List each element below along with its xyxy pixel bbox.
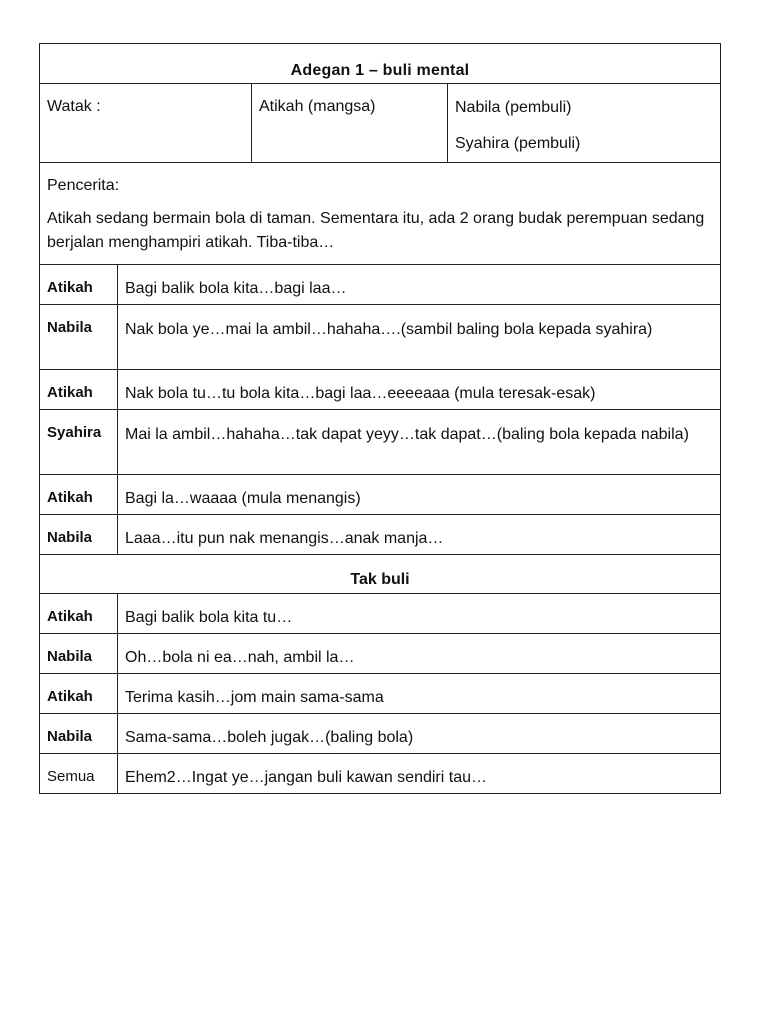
speaker-name: Nabila: [40, 515, 118, 554]
dialogue-text: Sama-sama…boleh jugak…(baling bola): [125, 729, 414, 746]
speaker-name: Atikah: [40, 370, 118, 409]
dialogue-text: Bagi la…waaaa (mula menangis): [125, 490, 361, 507]
cast-bullies: [448, 76, 720, 162]
dialogue-text: Bagi balik bola kita tu…: [125, 609, 293, 626]
narrator-row: [40, 163, 720, 265]
speaker-name: Nabila: [40, 634, 118, 673]
dialogue-text: Ehem2…Ingat ye…jangan buli kawan sendiri tau…: [125, 769, 487, 786]
cast-bully: Nabila (pembuli): [455, 99, 572, 116]
dialogue-row: [40, 714, 720, 754]
dialogue-row: [40, 370, 720, 410]
dialogue-row: [40, 634, 720, 674]
dialogue-text: Nak bola tu…tu bola kita…bagi laa…eeeeaaa (mula teresak-esak): [125, 385, 596, 402]
cast-victim: Atikah (mangsa): [252, 84, 448, 162]
section-title: Tak buli: [40, 555, 720, 594]
dialogue-text: Laaa…itu pun nak menangis…anak manja…: [125, 530, 444, 547]
speaker-name: Atikah: [40, 594, 118, 633]
dialogue-row: [40, 475, 720, 515]
dialogue-row: [40, 754, 720, 793]
script-table: [39, 43, 721, 794]
dialogue-text: Terima kasih…jom main sama-sama: [125, 689, 384, 706]
dialogue-row: [40, 674, 720, 714]
dialogue-row: [40, 265, 720, 305]
cast-label: Watak :: [40, 84, 252, 162]
dialogue-text: Oh…bola ni ea…nah, ambil la…: [125, 649, 355, 666]
speaker-name: Atikah: [40, 265, 118, 304]
narrator-text: Atikah sedang bermain bola di taman. Sementara itu, ada 2 orang budak perempuan sedang berjalan menghampiri atikah. Tiba-tiba…: [47, 210, 705, 251]
speaker-name: Nabila: [40, 305, 118, 369]
speaker-name: Atikah: [40, 475, 118, 514]
scene-title: Adegan 1 – buli mental: [40, 44, 720, 84]
narrator-label: Pencerita:: [47, 177, 120, 194]
speaker-name: Nabila: [40, 714, 118, 753]
dialogue-text: Nak bola ye…mai la ambil…hahaha….(sambil baling bola kepada syahira): [125, 321, 653, 338]
speaker-name: Atikah: [40, 674, 118, 713]
dialogue-row: [40, 305, 720, 370]
dialogue-row: [40, 594, 720, 634]
dialogue-text: Bagi balik bola kita…bagi laa…: [125, 280, 347, 297]
dialogue-row: [40, 515, 720, 555]
cast-bully: Syahira (pembuli): [455, 135, 581, 152]
cast-row: [40, 84, 720, 163]
dialogue-text: Mai la ambil…hahaha…tak dapat yeyy…tak dapat…(baling bola kepada nabila): [125, 426, 689, 443]
speaker-name: Semua: [40, 754, 118, 793]
dialogue-row: [40, 410, 720, 475]
speaker-name: Syahira: [40, 410, 118, 474]
